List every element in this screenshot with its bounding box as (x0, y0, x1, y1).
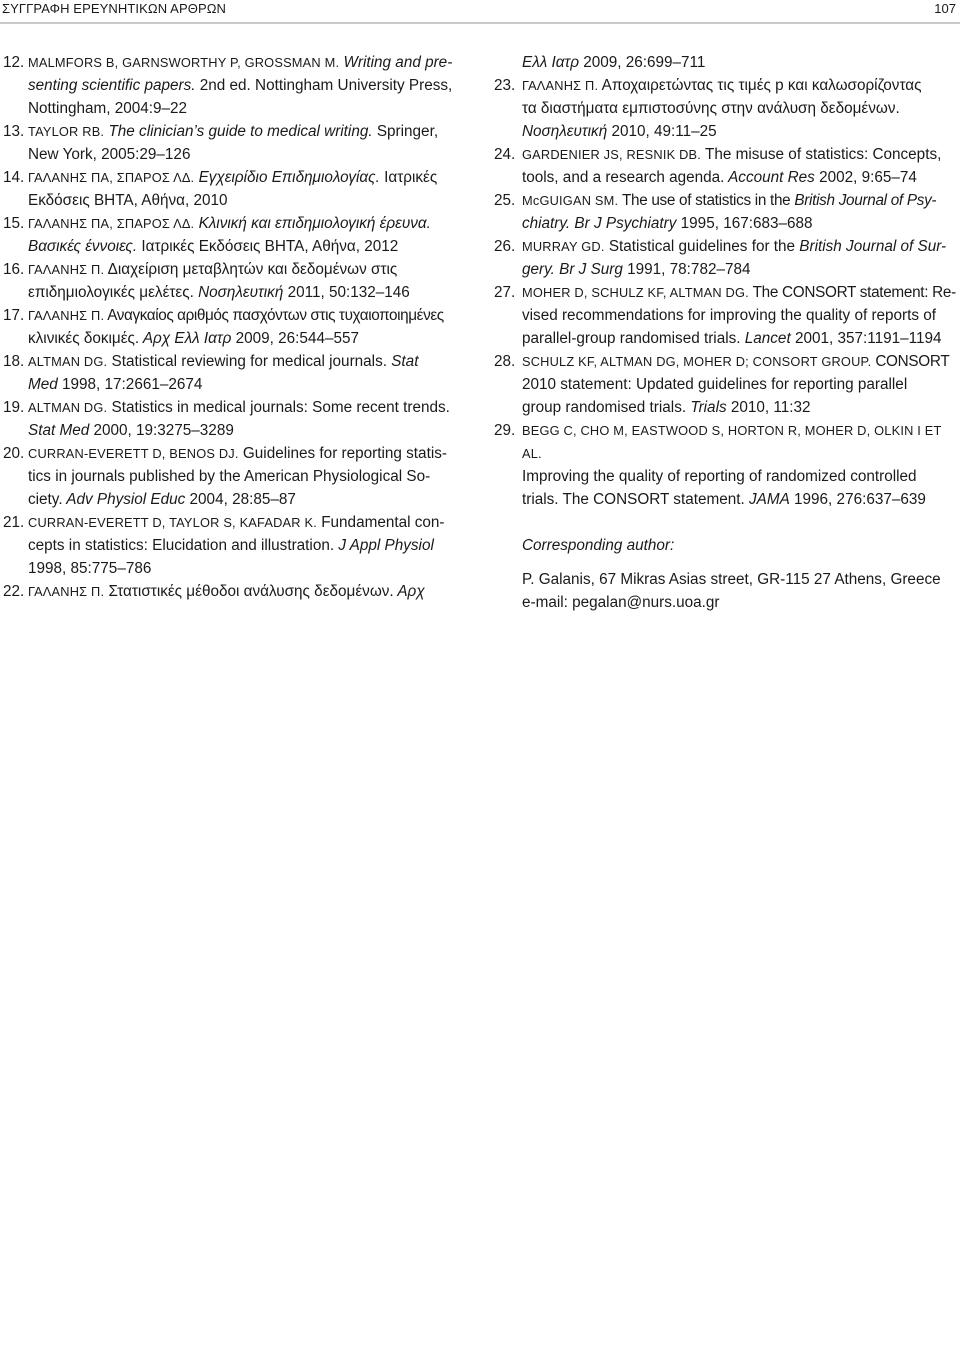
reference-authors: SCHULZ KF, ALTMAN DG, MOHER D; CONSORT GROUP. (522, 354, 872, 369)
reference-number: 23. (494, 77, 516, 94)
reference-number: 21. (3, 514, 25, 531)
reference-authors: MALMFORS B, GARNSWORTHY P, GROSSMAN M. (28, 55, 340, 70)
correspondence-label: Corresponding author: (522, 537, 675, 554)
reference-authors: ΓΑΛΑΝΗΣ Π. (522, 78, 599, 93)
reference-authors: GARDENIER JS, RESNIK DB. (522, 147, 702, 162)
reference-27: 27. MOHER D, SCHULZ KF, ALTMAN DG. The CONSORT statement: Re- vised recommendations for improving the quality of reports of parallel-group randomised trials. Lancet 2001, 357:1191–1194 (494, 281, 960, 350)
reference-authors: ALTMAN DG. (28, 354, 108, 369)
reference-number: 16. (3, 261, 25, 278)
correspondence-block (494, 534, 960, 614)
reference-number: 20. (3, 445, 25, 462)
reference-authors: ΓΑΛΑΝΗΣ Π. (28, 308, 105, 323)
reference-13: 13. TAYLOR RB. The clinician’s guide to medical writing. Springer, New York, 2005:29–126 (3, 120, 473, 166)
reference-number: 26. (494, 238, 516, 255)
reference-28: 28. SCHULZ KF, ALTMAN DG, MOHER D; CONSORT GROUP. CONSORT 2010 statement: Updated guidelines for reporting parallel group randomised trials. Trials 2010, 11:32 (494, 350, 960, 419)
reference-14: 14. ΓΑΛΑΝΗΣ ΠΑ, ΣΠΑΡΟΣ ΛΔ. Εγχειρίδιο Επιδημιολογίας. Ιατρικές Εκδόσεις ΒΗΤΑ, Αθήνα, 2010 (3, 166, 473, 212)
reference-number: 14. (3, 169, 25, 186)
reference-authors: ΓΑΛΑΝΗΣ Π. (28, 584, 105, 599)
reference-22-continuation: Ελλ Ιατρ 2009, 26:699–711 (522, 54, 706, 71)
reference-authors: CURRAN-EVERETT D, BENOS DJ. (28, 446, 239, 461)
reference-authors: ΓΑΛΑΝΗΣ ΠΑ, ΣΠΑΡΟΣ ΛΔ. (28, 216, 195, 231)
references-right-column (494, 51, 960, 614)
reference-authors: MURRAY GD. (522, 239, 605, 254)
reference-authors: McGUIGAN SM. (522, 193, 619, 208)
reference-number: 25. (494, 192, 516, 209)
reference-22: 22. ΓΑΛΑΝΗΣ Π. Στατιστικές μέθοδοι ανάλυσης δεδομένων. Αρχ (3, 580, 473, 603)
reference-16: 16. ΓΑΛΑΝΗΣ Π. Διαχείριση μεταβλητών και δεδομένων στις επιδημιολογικές μελέτες. Νοσηλευτική 2011, 50:132–146 (3, 258, 473, 304)
reference-18: 18. ALTMAN DG. Statistical reviewing for medical journals. Stat Med 1998, 17:2661–2674 (3, 350, 473, 396)
reference-number: 19. (3, 399, 25, 416)
reference-authors: MOHER D, SCHULZ KF, ALTMAN DG. (522, 285, 749, 300)
reference-authors: CURRAN-EVERETT D, TAYLOR S, KAFADAR K. (28, 515, 317, 530)
reference-number: 13. (3, 123, 25, 140)
reference-20: 20. CURRAN-EVERETT D, BENOS DJ. Guidelines for reporting statis- tics in journals published by the American Physiological So- ciety. Adv Physiol Educ 2004, 28:85–87 (3, 442, 473, 511)
correspondence-email: e-mail: pegalan@nurs.uoa.gr (522, 594, 720, 611)
correspondence-address: P. Galanis, 67 Mikras Asias street, GR-115 27 Athens, Greece (522, 571, 941, 588)
running-title: ΣΥΓΓΡΑΦΗ ΕΡΕΥΝΗΤΙΚΩΝ ΑΡΘΡΩΝ (2, 1, 227, 16)
reference-23: 23. ΓΑΛΑΝΗΣ Π. Αποχαιρετώντας τις τιμές p και καλωσορίζοντας τα διαστήματα εμπιστοσύνης στην ανάλυση δεδομένων. Νοσηλευτική 2010, 49:11–25 (494, 74, 960, 143)
reference-number: 24. (494, 146, 516, 163)
reference-19: 19. ALTMAN DG. Statistics in medical journals: Some recent trends. Stat Med 2000, 19:3275–3289 (3, 396, 473, 442)
reference-number: 17. (3, 307, 25, 324)
reference-17: 17. ΓΑΛΑΝΗΣ Π. Αναγκαίος αριθμός πασχόντων στις τυχαιοποιημένες κλινικές δοκιμές. Αρχ Ελλ Ιατρ 2009, 26:544–557 (3, 304, 473, 350)
reference-number: 27. (494, 284, 516, 301)
reference-15: 15. ΓΑΛΑΝΗΣ ΠΑ, ΣΠΑΡΟΣ ΛΔ. Κλινική και επιδημιολογική έρευνα. Βασικές έννοιες. Ιατρικές Εκδόσεις ΒΗΤΑ, Αθήνα, 2012 (3, 212, 473, 258)
reference-24: 24. GARDENIER JS, RESNIK DB. The misuse of statistics: Concepts, tools, and a research agenda. Account Res 2002, 9:65–74 (494, 143, 960, 189)
reference-authors: BEGG C, CHO M, EASTWOOD S, HORTON R, MOHER D, OLKIN I ET AL. (522, 423, 942, 461)
running-header (0, 0, 960, 24)
reference-21: 21. CURRAN-EVERETT D, TAYLOR S, KAFADAR K. Fundamental con- cepts in statistics: Elucidation and illustration. J Appl Physiol 1998, 85:775–786 (3, 511, 473, 580)
reference-number: 12. (3, 54, 25, 71)
reference-29: 29. BEGG C, CHO M, EASTWOOD S, HORTON R, MOHER D, OLKIN I ET AL. Improving the quality of reporting of randomized controlled trials. The CONSORT statement. JAMA 1996, 276:637–639 (494, 419, 960, 511)
page-number: 107 (934, 1, 956, 16)
reference-authors: ΓΑΛΑΝΗΣ Π. (28, 262, 105, 277)
reference-number: 22. (3, 583, 25, 600)
reference-number: 18. (3, 353, 25, 370)
reference-authors: ALTMAN DG. (28, 400, 108, 415)
reference-number: 29. (494, 422, 516, 439)
reference-number: 15. (3, 215, 25, 232)
reference-12: 12. MALMFORS B, GARNSWORTHY P, GROSSMAN M. Writing and pre- senting scientific papers. 2nd ed. Nottingham University Press, Nottingham, 2004:9–22 (3, 51, 473, 120)
reference-26: 26. MURRAY GD. Statistical guidelines for the British Journal of Sur- gery. Br J Surg 1991, 78:782–784 (494, 235, 960, 281)
reference-25: 25. McGUIGAN SM. The use of statistics in the British Journal of Psy- chiatry. Br J Psychiatry 1995, 167:683–688 (494, 189, 960, 235)
references-left-column (3, 51, 473, 603)
reference-authors: ΓΑΛΑΝΗΣ ΠΑ, ΣΠΑΡΟΣ ΛΔ. (28, 170, 195, 185)
reference-authors: TAYLOR RB. (28, 124, 105, 139)
reference-number: 28. (494, 353, 516, 370)
